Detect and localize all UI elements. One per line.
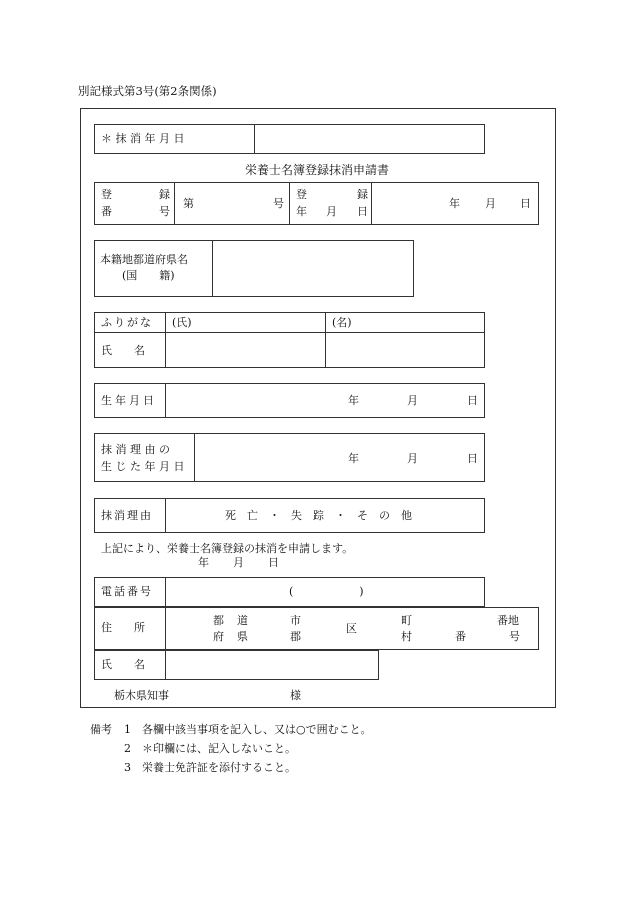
furigana-label: ふりがな — [101, 316, 153, 329]
address-banchi: 番地 — [497, 614, 519, 627]
address-mura: 村 — [401, 630, 412, 643]
birth-day: 日 — [467, 394, 478, 407]
notes-heading: 備考 — [90, 723, 112, 736]
address-box — [94, 607, 539, 650]
reason-date-field[interactable] — [195, 434, 484, 481]
phone-label: 電話番号 — [101, 585, 153, 598]
reg-date-month: 月 — [485, 197, 496, 210]
note-number: 2 — [124, 742, 131, 755]
address-shi: 市 — [290, 614, 301, 627]
reason-month: 月 — [407, 452, 418, 465]
reg-date-year: 年 — [449, 197, 460, 210]
reg-date-label: 日 — [357, 205, 368, 218]
given-name-field[interactable] — [326, 333, 484, 367]
application-statement: 上記により、栄養士名簿登録の抹消を申請します。 — [101, 542, 354, 555]
reg-no-label: 号 — [159, 205, 170, 218]
reason-year: 年 — [348, 452, 359, 465]
surname-field[interactable] — [166, 333, 324, 367]
note-text: 栄養士免許証を添付すること。 — [142, 761, 296, 774]
erasure-date-field[interactable] — [255, 125, 484, 153]
erasure-date-label: ＊ 抹 消 年 月 日 — [101, 132, 185, 145]
governor-honorific: 様 — [290, 689, 301, 702]
reg-no-label: 録 — [159, 188, 170, 201]
address-ban: 番 — [455, 630, 466, 643]
reg-no-label: 登 — [101, 188, 112, 201]
reg-no-dai: 第 — [183, 197, 194, 210]
note-text: ＊印欄には、記入しないこと。 — [142, 742, 296, 755]
address-ken: 県 — [237, 630, 248, 643]
birth-year: 年 — [348, 394, 359, 407]
form-number-label: 別記様式第3号(第2条関係) — [78, 84, 217, 98]
birth-month: 月 — [407, 394, 418, 407]
applicant-name-label: 氏 名 — [101, 658, 145, 671]
application-day: 日 — [268, 556, 279, 569]
registration-number-field[interactable] — [196, 186, 268, 222]
address-gun: 郡 — [290, 630, 301, 643]
surname-label: (氏) — [172, 316, 192, 329]
reg-date-day: 日 — [520, 197, 531, 210]
note-number: 3 — [124, 761, 131, 774]
governor-label: 栃木県知事 — [114, 689, 169, 702]
note-text: 各欄中該当事項を記入し、又は○で囲むこと。 — [142, 723, 372, 736]
reg-date-label: 登 — [296, 188, 307, 201]
honseki-field[interactable] — [213, 241, 413, 296]
address-ku: 区 — [346, 622, 357, 635]
honseki-label: 本籍地都道府県名 — [100, 253, 188, 266]
birthdate-label: 生年月日 — [101, 394, 157, 407]
reason-label: 抹消理由 — [101, 509, 153, 522]
note-number: 1 — [124, 723, 131, 736]
address-do: 道 — [237, 614, 248, 627]
address-go: 号 — [509, 630, 520, 643]
address-to: 都 — [213, 614, 224, 627]
address-fu: 府 — [213, 630, 224, 643]
reason-date-label: 抹 消 理 由 の — [101, 443, 170, 456]
nationality-label: (国 籍) — [122, 269, 175, 282]
birthdate-field[interactable] — [166, 384, 484, 417]
phone-field[interactable]: ( ) — [289, 585, 364, 598]
address-machi: 町 — [401, 614, 412, 627]
reg-no-label: 番 — [101, 205, 112, 218]
given-name-label: (名) — [332, 316, 352, 329]
application-month: 月 — [233, 556, 244, 569]
application-year: 年 — [198, 556, 209, 569]
reason-options[interactable]: 死 亡 ・ 失 踪 ・ そ の 他 — [225, 509, 412, 522]
address-label: 住 所 — [101, 621, 145, 634]
reg-date-label: 年 — [296, 205, 307, 218]
form-title: 栄養士名簿登録抹消申請書 — [245, 163, 390, 177]
reg-date-label: 月 — [326, 205, 337, 218]
reason-day: 日 — [467, 452, 478, 465]
applicant-name-field[interactable] — [166, 651, 378, 679]
reg-date-label: 録 — [357, 188, 368, 201]
reason-date-label: 生 じ た 年 月 日 — [101, 460, 185, 473]
name-label: 氏 名 — [101, 344, 145, 357]
reg-no-go: 号 — [273, 197, 284, 210]
